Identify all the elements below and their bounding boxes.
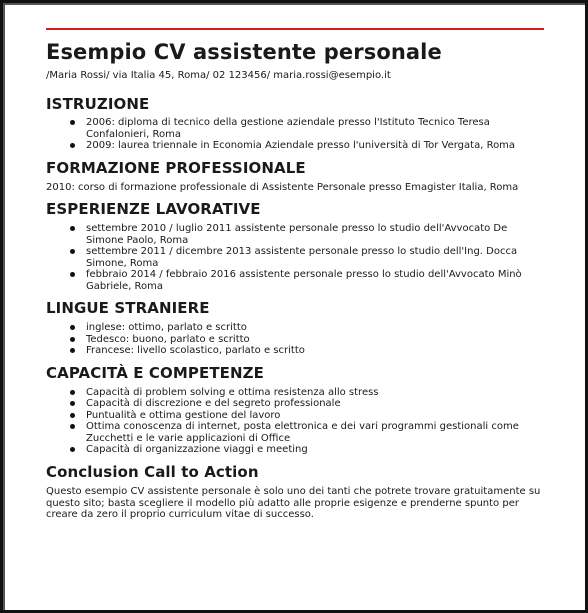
- list-item: Capacità di discrezione e del segreto professionale: [46, 398, 546, 410]
- section-heading-capacita: CAPACITÀ E COMPETENZE: [46, 363, 264, 382]
- list-item: Capacità di organizzazione viaggi e meeting: [46, 444, 546, 456]
- section-istruzione: [46, 95, 546, 152]
- section-heading-formazione: FORMAZIONE PROFESSIONALE: [46, 158, 306, 177]
- capacita-list: [46, 387, 546, 456]
- formazione-text: 2010: corso di formazione professionale di Assistente Personale presso Emagister Italia, Roma: [46, 181, 519, 193]
- section-formazione: [46, 159, 546, 194]
- list-item: 2006: diploma di tecnico della gestione aziendale presso l'Istituto Tecnico Teresa Confalonieri, Roma: [46, 117, 546, 140]
- lingue-list: [46, 322, 546, 357]
- list-item: Puntualità e ottima gestione del lavoro: [46, 410, 546, 422]
- section-heading-lingue: LINGUE STRANIERE: [46, 299, 210, 318]
- section-heading-esperienze: ESPERIENZE LAVORATIVE: [46, 200, 261, 219]
- section-esperienze: [46, 200, 546, 292]
- list-item: settembre 2011 / dicembre 2013 assistente personale presso lo studio dell'Ing. Docca Simone, Roma: [46, 246, 546, 269]
- header-accent-rule: [46, 28, 544, 30]
- list-item: inglese: ottimo, parlato e scritto: [46, 322, 546, 334]
- page-title: Esempio CV assistente personale: [46, 40, 442, 64]
- cv-document: [46, 38, 546, 521]
- list-item: 2009: laurea triennale in Economia Aziendale presso l'università di Tor Vergata, Roma: [46, 140, 546, 152]
- list-item: Francese: livello scolastico, parlato e scritto: [46, 345, 546, 357]
- esperienze-list: [46, 223, 546, 292]
- contact-line: /Maria Rossi/ via Italia 45, Roma/ 02 123456/ maria.rossi@esempio.it: [46, 70, 391, 81]
- section-capacita: [46, 364, 546, 456]
- list-item: Ottima conoscenza di internet, posta elettronica e dei vari programmi gestionali come Zucchetti e le varie applicazioni di Office: [46, 421, 546, 444]
- list-item: settembre 2010 / luglio 2011 assistente personale presso lo studio dell'Avvocato De Simone Paolo, Roma: [46, 223, 546, 246]
- list-item: Capacità di problem solving e ottima resistenza allo stress: [46, 387, 546, 399]
- list-item: febbraio 2014 / febbraio 2016 assistente personale presso lo studio dell'Avvocato Minò Gabriele, Roma: [46, 269, 546, 292]
- list-item: Tedesco: buono, parlato e scritto: [46, 334, 546, 346]
- conclusion-text: Questo esempio CV assistente personale è solo uno dei tanti che potrete trovare gratuitamente su questo sito; basta scegliere il modello più adatto alle proprie esigenze e prenderne spunto per creare da zero il proprio curriculum vitae di successo.: [46, 485, 541, 521]
- section-heading-istruzione: ISTRUZIONE: [46, 95, 150, 113]
- section-heading-conclusion: Conclusion Call to Action: [46, 462, 259, 481]
- section-conclusion: [46, 463, 546, 521]
- istruzione-list: [46, 117, 546, 152]
- section-lingue: [46, 299, 546, 357]
